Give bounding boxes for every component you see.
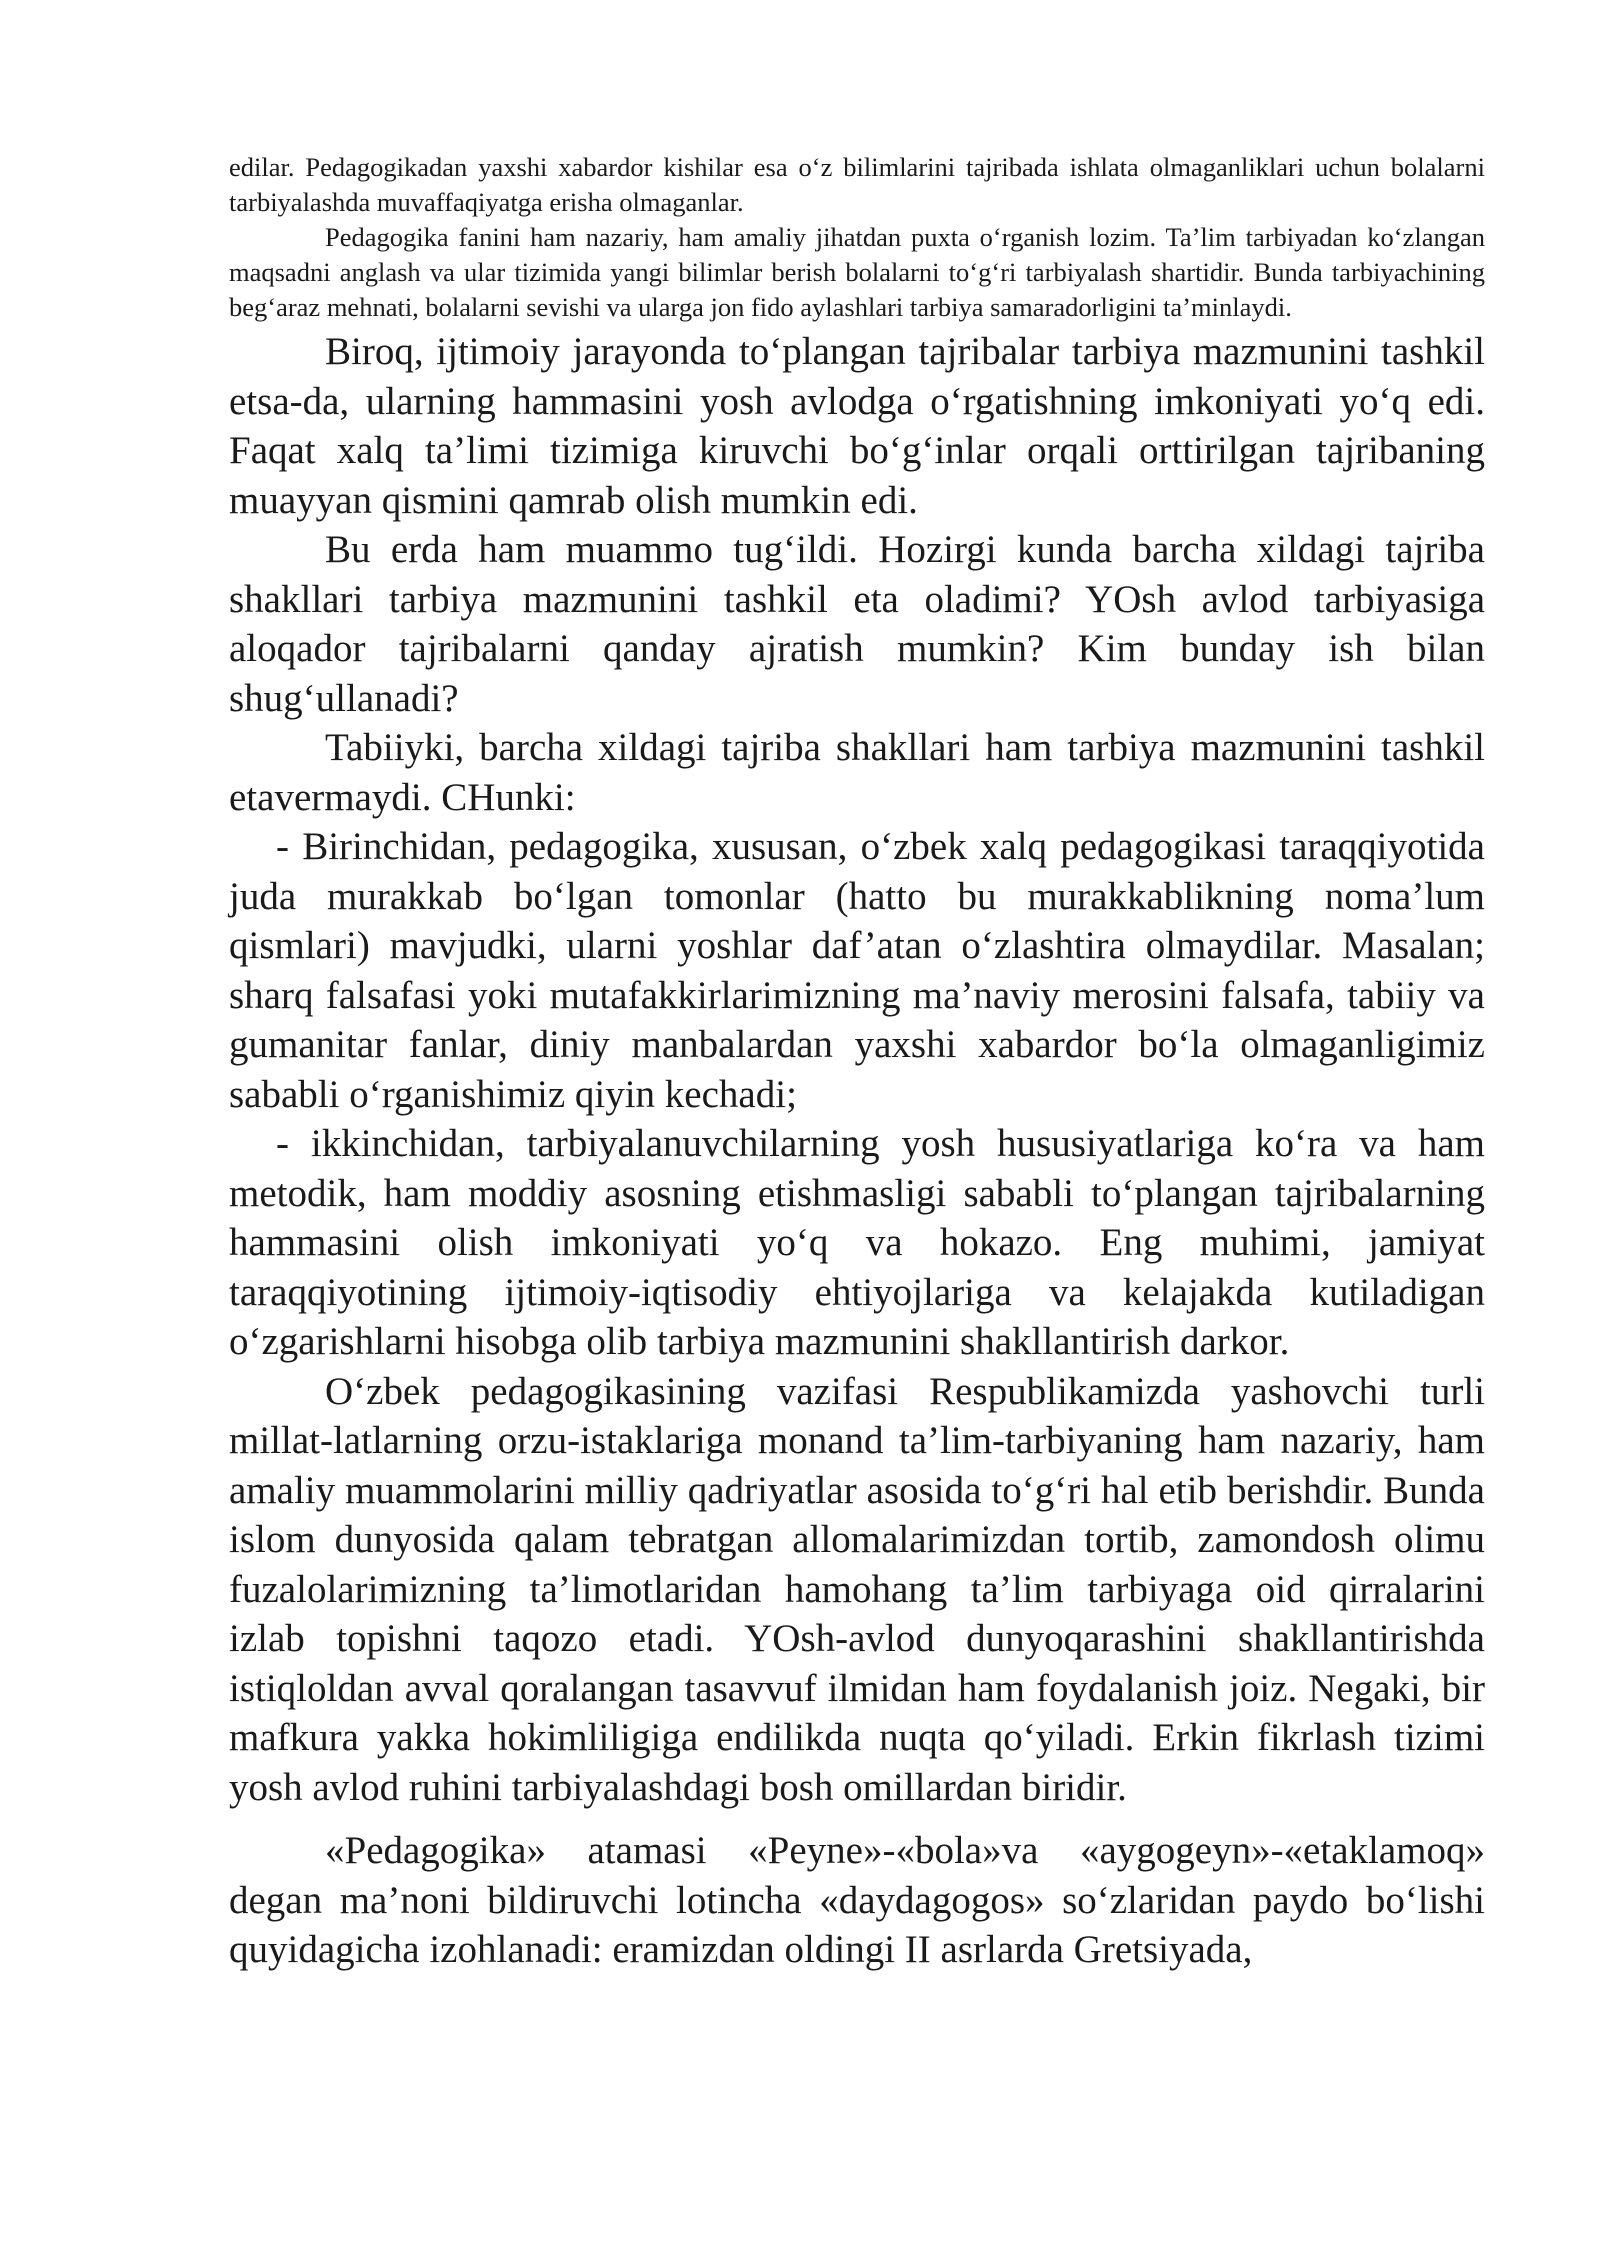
list-item-ikkinchidan: - ikkinchidan, tarbiyalanuvchilarning yosh hususiyatlariga ko‘ra va ham metodik, ham moddiy asosning etishmasligi sababli to‘plangan tajribalarning hammasini olish imkoniyati yo‘q va hokazo. Eng muhimi, jamiyat taraqqiyotining ijtimoiy-iqtisodiy ehtiyojlariga va kelajakda kutiladigan o‘zgarishlarni hisobga olib tarbiya mazmunini shakllantirish darkor. <box>229 1122 1485 1363</box>
paragraph-tabiiyki: Tabiiyki, barcha xildagi tajriba shakllari ham tarbiya mazmunini tashkil etavermaydi. CHunki: <box>229 726 1485 819</box>
paragraph-biroq: Biroq, ijtimoiy jarayonda to‘plangan tajribalar tarbiya mazmunini tashkil etsa-da, ularning hammasini yosh avlodga o‘rgatishning imkoniyati yo‘q edi. Faqat xalq ta’limi tizimiga kiruvchi bo‘g‘inlar orqali orttirilgan tajribaning muayyan qismini qamrab olish mumkin edi. <box>229 330 1485 522</box>
small-text-section <box>229 150 1485 325</box>
paragraph-continuation: edilar. Pedagogikadan yaxshi xabardor kishilar esa o‘z bilimlarini tajribada ishlata olmaganliklari uchun bolalarni tarbiyalashda muvaffaqiyatga erisha olmaganlar. <box>229 152 1485 217</box>
paragraph-ozbek-pedagogikasi: O‘zbek pedagogikasining vazifasi Respublikamizda yashovchi turli millat-latlarning orzu-istaklariga monand ta’lim-tarbiyaning ham nazariy, ham amaliy muammolarini milliy qadriyatlar asosida to‘g‘ri hal etib berishdir. Bunda islom dunyosida qalam tebratgan allomalarimizdan tortib, zamondosh olimu fuzalolarimizning ta’limotlaridan hamohang ta’lim tarbiyaga oid qirralarini izlab topishni taqozo etadi. YOsh-avlod dunyoqarashini shakllantirishda istiqloldan avval qoralangan tasavvuf ilmidan ham foydalanish joiz. Negaki, bir mafkura yakka hokimliligiga endilikda nuqta qo‘yiladi. Erkin fikrlash tizimi yosh avlod ruhini tarbiyalashdagi bosh omillardan biridir. <box>229 1369 1485 1809</box>
document-page <box>229 150 1485 1975</box>
paragraph-pedagogika-fani: Pedagogika fanini ham nazariy, ham amaliy jihatdan puxta o‘rganish lozim. Ta’lim tarbiyadan ko‘zlangan maqsadni anglash va ular tizimida yangi bilimlar berish bolalarni to‘g‘ri tarbiyalash shartidir. Bunda tarbiyachining beg‘araz mehnati, bolalarni sevishi va ularga jon fido aylashlari tarbiya samaradorligini ta’minlaydi. <box>229 222 1485 322</box>
main-text-section <box>229 327 1485 1975</box>
list-item-birinchidan: - Birinchidan, pedagogika, xususan, o‘zbek xalq pedagogikasi taraqqiyotida juda murakkab bo‘lgan tomonlar (hatto bu murakkablikning noma’lum qismlari) mavjudki, ularni yoshlar daf’atan o‘zlashtira olmaydilar. Masalan; sharq falsafasi yoki mutafakkirlarimizning ma’naviy merosini falsafa, tabiiy va gumanitar fanlar, diniy manbalardan yaxshi xabardor bo‘la olmaganligimiz sababli o‘rganishimiz qiyin kechadi; <box>229 825 1485 1116</box>
paragraph-pedagogika-atamasi: «Pedagogika» atamasi «Peyne»-«bola»va «aygogeyn»-«etaklamoq» degan ma’noni bildiruvchi lotincha «daydagogos» so‘zlaridan paydo bo‘lishi quyidagicha izohlanadi: eramizdan oldingi II asrlarda Gretsiyada, <box>229 1829 1485 1971</box>
paragraph-bu-erda: Bu erda ham muammo tug‘ildi. Hozirgi kunda barcha xildagi tajriba shakllari tarbiya mazmunini tashkil eta oladimi? YOsh avlod tarbiyasiga aloqador tajribalarni qanday ajratish mumkin? Kim bunday ish bilan shug‘ullanadi? <box>229 528 1485 720</box>
